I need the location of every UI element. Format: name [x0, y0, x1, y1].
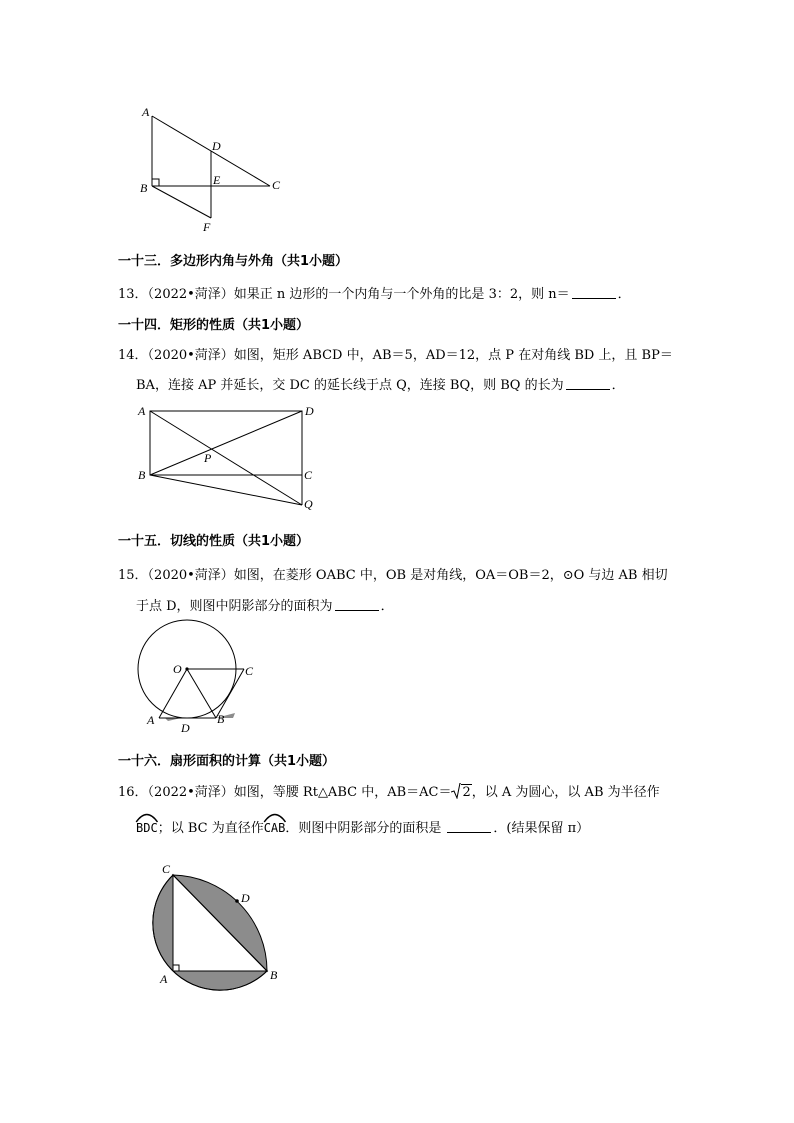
segment-AQ: [150, 411, 302, 505]
answer-blank-13[interactable]: [572, 286, 616, 299]
label-D: D: [212, 139, 221, 153]
arc-notation-BDC: [136, 816, 158, 836]
question-14-line1: 14．（2020•菏泽）如图，矩形 ABCD 中，AB＝5，AD＝12，点 P 在对角线 BD 上，且 BP＝: [118, 348, 673, 363]
label-B: B: [270, 968, 278, 982]
figure-15: [135, 618, 275, 736]
question-15-end: ．: [380, 599, 394, 614]
label-C: C: [304, 468, 313, 482]
label-B: B: [217, 712, 225, 726]
label-F: F: [203, 220, 211, 234]
question-14-line2-text: BA，连接 AP 并延长，交 DC 的延长线于点 Q，连接 BQ，则 BQ 的长为: [136, 378, 564, 393]
question-16-line2: [136, 816, 589, 836]
label-Q: Q: [304, 497, 313, 511]
segment-OB: [187, 669, 216, 718]
section-14-heading: 一十四．矩形的性质（共1小题）: [118, 318, 310, 333]
label-D: D: [241, 891, 250, 905]
question-13-text: 13．（2022•菏泽）如果正 n 边形的一个内角与一个外角的比是 3：2，则 n＝: [118, 287, 570, 302]
label-B: B: [140, 181, 148, 195]
question-14-line2: [136, 374, 625, 393]
label-A: A: [147, 713, 155, 727]
question-13-end: ．: [617, 287, 631, 302]
figure-16: [140, 855, 300, 1005]
arc-icon: [264, 813, 286, 823]
segment-OA: [159, 669, 187, 718]
question-13: [118, 283, 631, 302]
diagonal-BD: [150, 411, 302, 475]
question-16-text-d: ．则图中阴影部分的面积是: [285, 821, 442, 836]
segment-BC: [216, 669, 244, 718]
answer-blank-16[interactable]: [447, 820, 491, 833]
question-15-line2: [136, 595, 394, 614]
arc-notation-CAB: [264, 816, 286, 836]
section-13-heading: 一十三．多边形内角与外角（共1小题）: [118, 254, 349, 269]
label-E: E: [213, 173, 221, 187]
label-D: D: [181, 721, 190, 735]
label-A: A: [142, 105, 150, 119]
sqrt-argument: 2: [462, 785, 471, 800]
answer-blank-15[interactable]: [335, 598, 379, 611]
label-C: C: [162, 862, 171, 876]
question-16-text-b: ，以 A 为圆心，以 AB 为半径作: [471, 785, 660, 800]
label-D: D: [305, 404, 314, 418]
arc-label-1: BDC: [136, 821, 158, 835]
label-P: P: [204, 451, 212, 465]
answer-blank-14[interactable]: [566, 377, 610, 390]
arc-icon: [136, 813, 158, 823]
label-B: B: [138, 468, 146, 482]
label-O: O: [173, 662, 182, 676]
question-14-end: ．: [611, 378, 625, 393]
figure-14: [130, 398, 330, 516]
figure-12: [130, 100, 300, 240]
sqrt-expression: [451, 783, 471, 800]
question-16-end: ．(结果保留 π）: [493, 821, 590, 836]
point-D: [235, 899, 239, 903]
sqrt-icon: [451, 783, 461, 799]
question-16-text-c: ；以 BC 为直径作: [157, 821, 264, 836]
label-A: A: [160, 972, 168, 986]
arc-label-2: CAB: [263, 821, 286, 835]
question-15-line1: 15．（2020•菏泽）如图，在菱形 OABC 中，OB 是对角线，OA＝OB＝2，⊙O 与边 AB 相切: [118, 568, 668, 583]
label-C: C: [245, 664, 254, 678]
segment-BF: [152, 186, 211, 218]
question-16-text-a: 16．（2022•菏泽）如图，等腰 Rt△ABC 中，AB＝AC＝: [118, 785, 452, 800]
segment-BQ: [150, 475, 302, 505]
question-15-line2-text: 于点 D，则图中阴影部分的面积为: [136, 599, 333, 614]
center-dot: [185, 667, 188, 670]
label-C: C: [272, 178, 281, 192]
section-15-heading: 一十五．切线的性质（共1小题）: [118, 534, 310, 549]
section-16-heading: 一十六．扇形面积的计算（共1小题）: [118, 754, 336, 769]
question-16-line1: [118, 781, 660, 800]
label-A: A: [138, 404, 146, 418]
right-angle-mark: [152, 179, 159, 186]
